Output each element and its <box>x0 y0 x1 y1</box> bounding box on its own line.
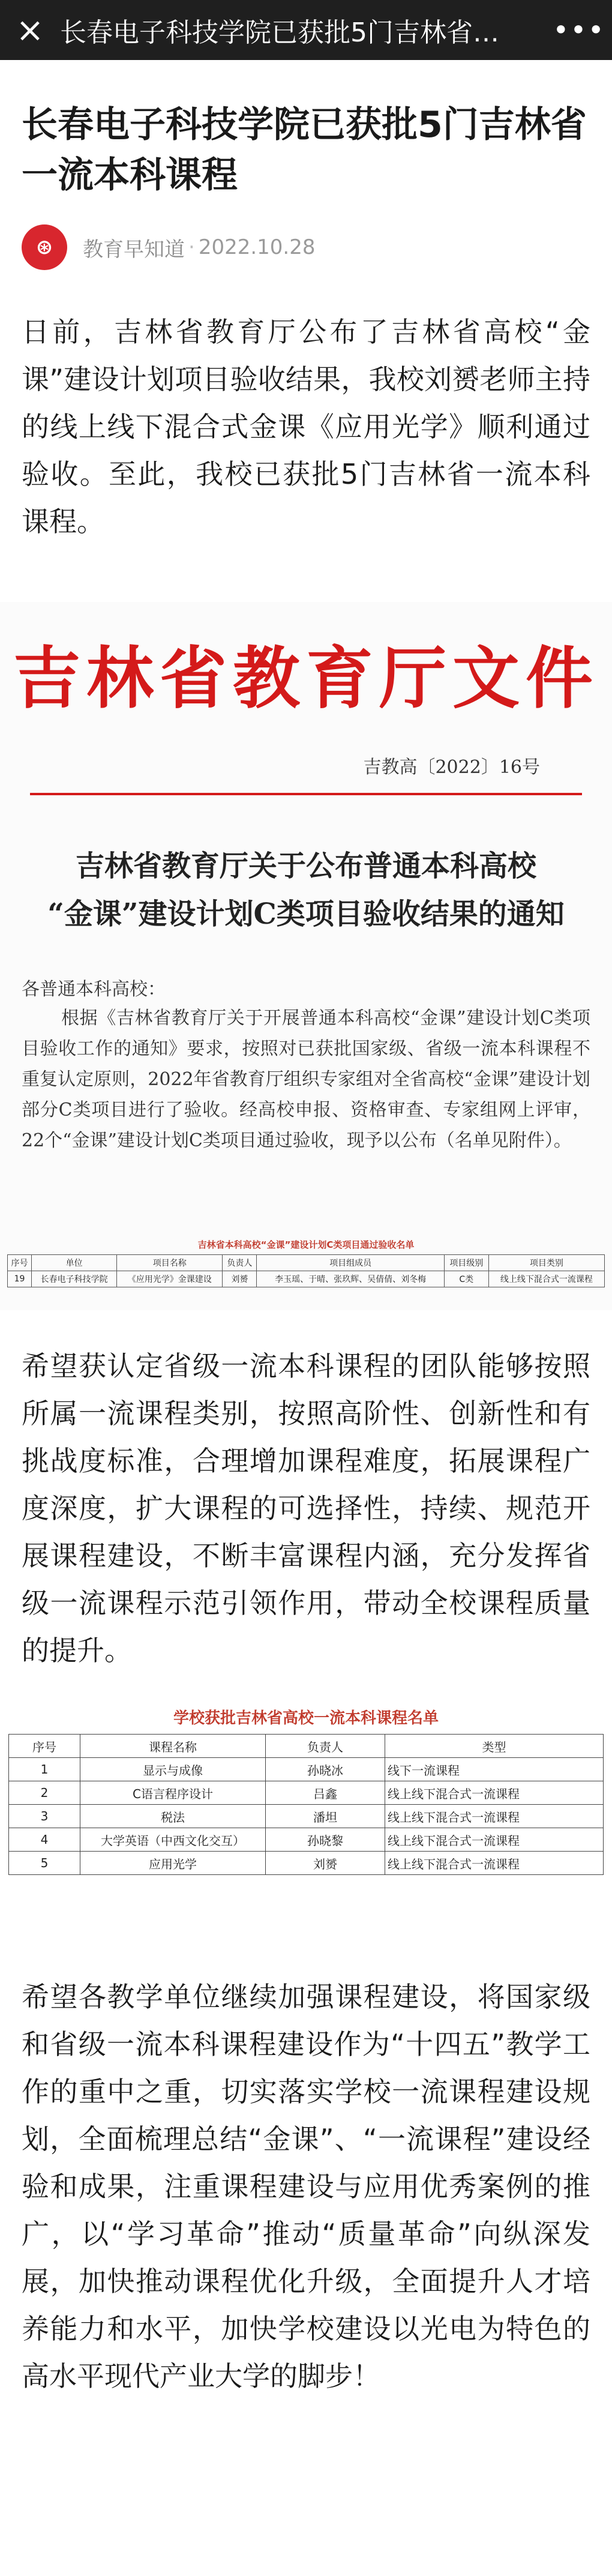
table-row <box>9 1852 604 1875</box>
table-header-cell: 项目组成员 <box>257 1255 444 1271</box>
table-header-cell: 负责人 <box>223 1255 257 1271</box>
table-header-cell: 负责人 <box>266 1735 385 1758</box>
course-list-image[interactable] <box>0 1702 612 1948</box>
document-table-title: 吉林省本科高校“金课”建设计划C类项目通过验收名单 <box>197 1239 415 1250</box>
table-cell: 19 <box>8 1271 32 1287</box>
table-cell: 5 <box>9 1852 80 1875</box>
table-cell: 线上线下混合式一流课程 <box>385 1805 604 1828</box>
author-avatar[interactable]: ⊛ <box>22 224 67 270</box>
table-header-cell: 项目级别 <box>444 1255 488 1271</box>
table-cell: 孙晓冰 <box>266 1758 385 1781</box>
table-header-cell: 课程名称 <box>80 1735 266 1758</box>
table-header-cell: 类型 <box>385 1735 604 1758</box>
table-cell: 长春电子科技学院 <box>32 1271 117 1287</box>
table-cell: 应用光学 <box>80 1852 266 1875</box>
table-cell: 刘赟 <box>223 1271 257 1287</box>
table-cell: 刘赟 <box>266 1852 385 1875</box>
course-list-title: 学校获批吉林省高校一流本科课程名单 <box>173 1709 439 1727</box>
table-cell: 李玉瑶、于晴、张玖辉、吴倩倩、刘冬梅 <box>257 1271 444 1287</box>
table-cell: C语言程序设计 <box>80 1781 266 1805</box>
document-salutation: 各普通本科高校： <box>22 979 166 1000</box>
table-header-row <box>9 1735 604 1758</box>
meta-separator: · <box>188 235 195 259</box>
article-title: 长春电子科技学院已获批5门吉林省一流本科课程 <box>22 104 587 196</box>
close-icon[interactable]: × <box>16 10 44 50</box>
table-cell: 吕鑫 <box>266 1781 385 1805</box>
table-cell: 1 <box>9 1758 80 1781</box>
table-cell: 线上线下混合式一流课程 <box>385 1828 604 1852</box>
document-notice-title <box>0 842 612 938</box>
table-cell: 2 <box>9 1781 80 1805</box>
table-cell: 潘坦 <box>266 1805 385 1828</box>
document-body: 根据《吉林省教育厅关于开展普通本科高校“金课”建设计划C类项目验收工作的通知》要求，按照对已获批国家级、省级一流本科课程不重复认定原则，2022年省教育厅组织专家组对全省高校“金课”建设计划部分C类项目进行了验收。经高校申报、资格审查、专家组网上评审，22个“金课”建设计划C类项目通过验收，现予以公布（名单见附件）。 <box>22 1008 590 1151</box>
document-title: 吉林省教育厅文件 <box>13 639 599 718</box>
article <box>0 60 612 2400</box>
table-header-cell: 项目名称 <box>117 1255 223 1271</box>
table-cell: 显示与成像 <box>80 1758 266 1781</box>
table-row <box>9 1828 604 1852</box>
paragraph-conclusion: 希望各教学单位继续加强课程建设，将国家级和省级一流本科课程建设作为“十四五”教学工作的重中之重，切实落实学校一流课程建设规划，全面梳理总结“金课”、“一流课程”建设经验和成果，注重课程建设与应用优秀案例的推广，以“学习革命”推动“质量革命”向纵深发展，加快推动课程优化升级，全面提升人才培养能力和水平，加快学校建设以光电为特色的高水平现代产业大学的脚步！ <box>22 1981 590 2392</box>
table-cell: C类 <box>444 1271 488 1287</box>
table-cell: 线上线下混合式一流课程 <box>385 1852 604 1875</box>
table-header-cell: 项目类别 <box>488 1255 604 1271</box>
table-cell: 线下一流课程 <box>385 1758 604 1781</box>
table-cell: 孙晓黎 <box>266 1828 385 1852</box>
table-row <box>9 1781 604 1805</box>
document-table <box>7 1238 605 1287</box>
top-bar-title: 长春电子科技学院已获批5门吉林省… <box>60 17 499 48</box>
notice-line-1: 吉林省教育厅关于公布普通本科高校 <box>75 849 536 883</box>
more-options-icon[interactable]: ••• <box>553 14 605 46</box>
table-cell: 4 <box>9 1828 80 1852</box>
paragraph-expectation: 希望获认定省级一流本科课程的团队能够按照所属一流课程类别，按照高阶性、创新性和有挑战度标准，合理增加课程难度，拓展课程广度深度，扩大课程的可选择性，持续、规范开展课程建设，不断丰富课程内涵，充分发挥省级一流课程示范引领作用，带动全校课程质量的提升。 <box>22 1350 590 1667</box>
notice-line-2: “金课”建设计划C类项目验收结果的通知 <box>47 897 565 931</box>
table-header-cell: 单位 <box>32 1255 117 1271</box>
table-row <box>9 1758 604 1781</box>
table-cell: 《应用光学》金课建设 <box>117 1271 223 1287</box>
document-number: 吉教高〔2022〕16号 <box>363 757 540 778</box>
table-cell: 线上线下混合式一流课程 <box>385 1781 604 1805</box>
course-list-table <box>8 1734 604 1875</box>
article-meta <box>22 224 590 270</box>
document-results-table <box>7 1254 605 1287</box>
table-header-cell: 序号 <box>9 1735 80 1758</box>
paragraph-intro: 日前，吉林省教育厅公布了吉林省高校“金课”建设计划项目验收结果，我校刘赟老师主持的线上线下混合式金课《应用光学》顺利通过验收。至此，我校已获批5门吉林省一流本科课程。 <box>22 316 590 538</box>
document-red-line <box>30 793 582 795</box>
table-header-row <box>8 1255 605 1271</box>
table-cell: 大学英语（中西文化交互） <box>80 1828 266 1852</box>
top-bar <box>0 0 612 60</box>
table-cell: 税法 <box>80 1805 266 1828</box>
publish-date: 2022.10.28 <box>198 235 316 259</box>
table-cell: 线上线下混合式一流课程 <box>488 1271 604 1287</box>
document-image[interactable] <box>0 602 612 1310</box>
author-name[interactable]: 教育早知道 <box>83 237 185 262</box>
table-header-cell: 序号 <box>8 1255 32 1271</box>
table-row <box>9 1805 604 1828</box>
table-row <box>8 1271 605 1287</box>
table-cell: 3 <box>9 1805 80 1828</box>
